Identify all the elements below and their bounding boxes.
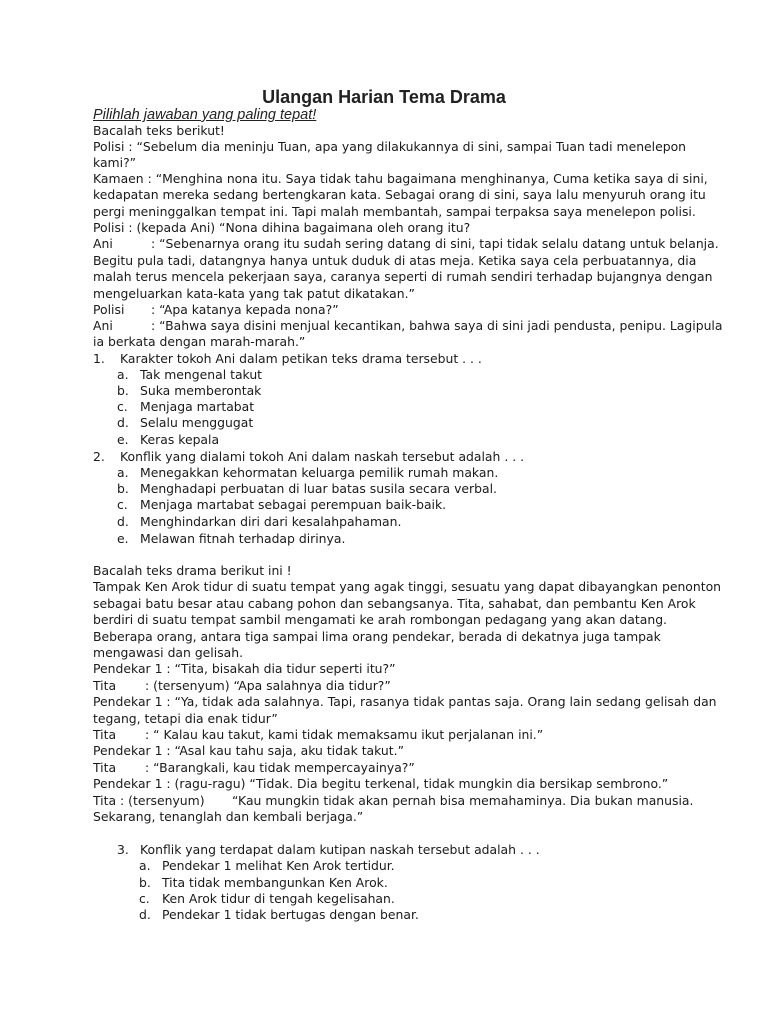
text1-line: Polisi : “Sebelum dia meninju Tuan, apa yang dilakukannya di sini, sampai Tuan tadi menelepon <box>93 139 687 154</box>
speaker-name: Tita : (tersenyum) <box>93 793 205 808</box>
dialogue-text: : “Apa katanya kepada nona?” <box>151 302 339 317</box>
text1-line: kedapatan mereka sedang bertengkaran kata. Sebagai orang di sini, saya lalu menyuruh orang itu <box>93 187 706 202</box>
option-item <box>117 399 254 415</box>
option-item <box>117 432 219 448</box>
question-number: 3. <box>117 842 129 857</box>
option-item <box>117 465 498 481</box>
document-title: Ulangan Harian Tema Drama <box>262 87 506 107</box>
option-item <box>139 891 395 907</box>
speaker-name: Ani <box>93 318 113 333</box>
option-item <box>139 875 388 891</box>
option-item <box>139 858 395 874</box>
option-item <box>117 514 401 530</box>
question-text: Konflik yang terdapat dalam kutipan naskah tersebut adalah . . . <box>140 842 540 857</box>
dialogue-text: : (tersenyum) “Apa salahnya dia tidur?” <box>145 678 391 693</box>
option-letter: d. <box>139 907 151 922</box>
dialogue-line <box>93 793 693 809</box>
option-item <box>117 383 261 399</box>
option-text: Keras kepala <box>140 432 220 447</box>
option-letter: b. <box>117 383 129 398</box>
option-letter: d. <box>117 415 129 430</box>
question-number: 1. <box>93 351 105 366</box>
dialogue-line <box>93 678 391 694</box>
option-letter: c. <box>139 891 150 906</box>
option-text: Menghindarkan diri dari kesalahpahaman. <box>140 514 402 529</box>
option-item <box>117 497 446 513</box>
option-letter: e. <box>117 432 129 447</box>
dialogue-text: : “Sebenarnya orang itu sudah sering datang di sini, tapi tidak selalu datang untuk belanja. <box>151 236 719 251</box>
question-1 <box>93 351 482 367</box>
dialogue-line <box>93 302 339 318</box>
text1-line: Kamaen : “Menghina nona itu. Saya tidak tahu bagaimana menghinanya, Cuma ketika saya di sini, <box>93 171 708 186</box>
dialogue-line <box>93 318 722 334</box>
option-letter: a. <box>139 858 151 873</box>
narration-line: mengawasi dan gelisah. <box>93 645 244 660</box>
text1-line: kami?” <box>93 155 137 170</box>
question-text: Konflik yang dialami tokoh Ani dalam naskah tersebut adalah . . . <box>120 449 525 464</box>
question-number: 2. <box>93 449 105 464</box>
dialogue-line <box>93 760 415 776</box>
option-text: Pendekar 1 melihat Ken Arok tertidur. <box>162 858 395 873</box>
text2-intro: Bacalah teks drama berikut ini ! <box>93 563 292 578</box>
text1-line: ia berkata dengan marah-marah.” <box>93 334 306 349</box>
dialogue-line: tegang, tetapi dia enak tidur” <box>93 711 278 726</box>
dialogue-line: Sekarang, tenanglah dan kembali berjaga.” <box>93 809 364 824</box>
dialogue-line: Pendekar 1 : “Ya, tidak ada salahnya. Tapi, rasanya tidak pantas saja. Orang lain sedang gelisah dan <box>93 694 717 709</box>
text1-line: malah terus mencela pekerjaan saya, caranya seperti di rumah sendiri terhadap bujangnya dengan <box>93 269 713 284</box>
speaker-name: Tita <box>93 678 117 693</box>
dialogue-text: : “Bahwa saya disini menjual kecantikan, bahwa saya di sini jadi pendusta, penipu. Lagipula <box>151 318 723 333</box>
narration-line: Beberapa orang, antara tiga sampai lima orang pendekar, berada di dekatnya juga tampak <box>93 629 661 644</box>
question-3 <box>117 842 540 858</box>
text1-intro: Bacalah teks berikut! <box>93 123 225 138</box>
dialogue-text: : “Barangkali, kau tidak mempercayainya?” <box>145 760 415 775</box>
option-letter: c. <box>117 399 128 414</box>
option-letter: e. <box>117 531 129 546</box>
text1-line: pergi meninggalkan tempat ini. Tapi malah membantah, sampai terpaksa saya menelepon polisi. <box>93 204 696 219</box>
option-text: Menjaga martabat <box>140 399 255 414</box>
text1-line: Polisi : (kepada Ani) “Nona dihina bagaimana oleh orang itu? <box>93 220 471 235</box>
option-text: Menghadapi perbuatan di luar batas susila secara verbal. <box>140 481 497 496</box>
option-letter: b. <box>117 481 129 496</box>
option-letter: d. <box>117 514 129 529</box>
question-text: Karakter tokoh Ani dalam petikan teks drama tersebut . . . <box>120 351 482 366</box>
dialogue-line: Pendekar 1 : “Tita, bisakah dia tidur seperti itu?” <box>93 661 396 676</box>
option-text: Menjaga martabat sebagai perempuan baik-baik. <box>140 497 447 512</box>
speaker-name: Polisi <box>93 302 125 317</box>
option-item <box>139 907 419 923</box>
dialogue-line: Pendekar 1 : “Asal kau tahu saja, aku tidak takut.” <box>93 743 405 758</box>
option-letter: a. <box>117 367 129 382</box>
narration-line: sebagai batu besar atau cabang pohon dan sebangsanya. Tita, sahabat, dan pembantu Ken Arok <box>93 596 696 611</box>
dialogue-line: Pendekar 1 : (ragu-ragu) “Tidak. Dia begitu terkenal, tidak mungkin dia bersikap sembrono.” <box>93 776 669 791</box>
text1-line: Begitu pula tadi, datangnya hanya untuk duduk di atas meja. Ketika saya cela perbuatannya, dia <box>93 253 697 268</box>
option-item <box>117 415 253 431</box>
speaker-name: Ani <box>93 236 113 251</box>
option-letter: c. <box>117 497 128 512</box>
option-text: Pendekar 1 tidak bertugas dengan benar. <box>162 907 419 922</box>
option-item <box>117 481 497 497</box>
option-letter: b. <box>139 875 151 890</box>
option-item <box>117 367 262 383</box>
dialogue-text: : “ Kalau kau takut, kami tidak memaksamu ikut perjalanan ini.” <box>145 727 544 742</box>
option-text: Suka memberontak <box>140 383 262 398</box>
option-text: Ken Arok tidur di tengah kegelisahan. <box>162 891 395 906</box>
option-item <box>117 531 345 547</box>
question-2 <box>93 449 524 465</box>
dialogue-text: “Kau mungkin tidak akan pernah bisa memahaminya. Dia bukan manusia. <box>232 793 694 808</box>
narration-line: berdiri di suatu tempat sambil mengamati ke arah rombongan pedagang yang akan datang. <box>93 612 667 627</box>
speaker-name: Tita <box>93 760 117 775</box>
instruction-text: Pilihlah jawaban yang paling tepat! <box>93 107 317 123</box>
speaker-name: Tita <box>93 727 117 742</box>
dialogue-line <box>93 236 719 252</box>
option-text: Tak mengenal takut <box>140 367 263 382</box>
option-text: Menegakkan kehormatan keluarga pemilik rumah makan. <box>140 465 499 480</box>
text1-line: mengeluarkan kata-kata yang tak patut dikatakan.” <box>93 286 415 301</box>
narration-line: Tampak Ken Arok tidur di suatu tempat yang agak tinggi, sesuatu yang dapat dibayangkan penonton <box>93 579 722 594</box>
option-letter: a. <box>117 465 129 480</box>
option-text: Selalu menggugat <box>140 415 254 430</box>
option-text: Melawan fitnah terhadap dirinya. <box>140 531 346 546</box>
option-text: Tita tidak membangunkan Ken Arok. <box>162 875 388 890</box>
dialogue-line <box>93 727 543 743</box>
